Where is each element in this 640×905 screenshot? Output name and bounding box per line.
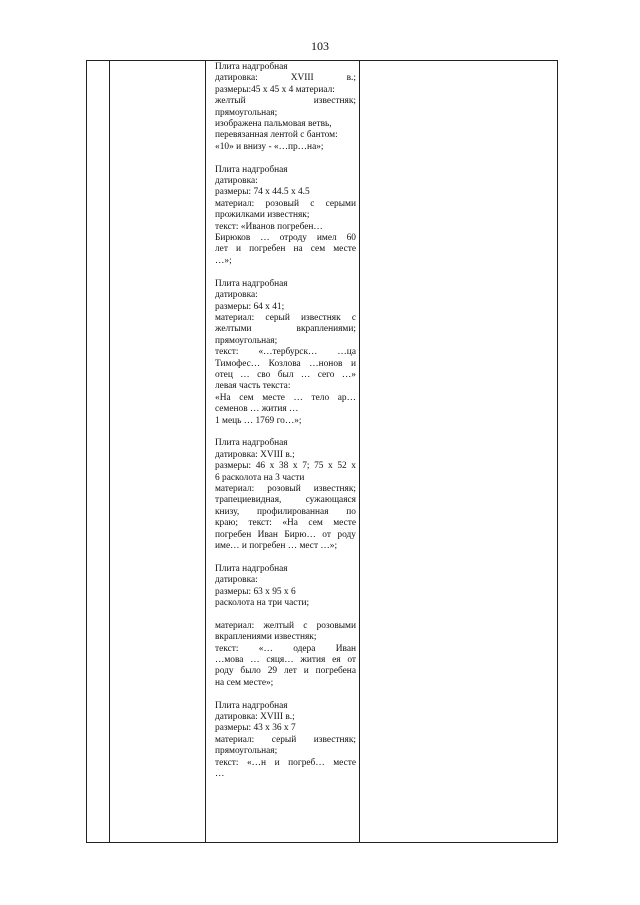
page-number: 103	[311, 39, 329, 53]
entry-line: Плита надгробная	[215, 700, 288, 711]
entry-line: размеры: 64 х 41;	[215, 301, 285, 312]
entry-line: 1 мець … 1769 го…»;	[215, 415, 302, 426]
entry-line: 6 расколота на 3 части	[215, 472, 305, 483]
entry-line: семенов … жития …	[215, 404, 299, 415]
entry-line	[215, 609, 356, 620]
entry-line: текст: «…тербурск… …ца	[215, 347, 356, 358]
artifact-entry	[215, 701, 356, 781]
artifact-entry	[215, 438, 356, 552]
entry-line: прямоугольная;	[215, 746, 278, 757]
inventory-table	[86, 60, 558, 843]
entry-line: на сем месте»;	[215, 677, 274, 688]
entry-line: датировка:	[215, 575, 258, 586]
entry-line: желтыми вкраплениями;	[215, 324, 356, 335]
entry-line: материал: желтый с розовыми	[215, 620, 356, 631]
entry-line: вкраплениями известняк;	[215, 632, 317, 643]
entry-line: краю; текст: «На сем месте	[215, 518, 356, 529]
entry-line: материал: серый известняк;	[215, 734, 356, 745]
entry-line: Бирюков … отроду имел 60	[215, 233, 356, 244]
entry-line: размеры: 74 х 44.5 х 4.5	[215, 187, 310, 198]
entry-line: Тимофес… Козлова …нонов и	[215, 358, 356, 369]
entry-line: …мова … сяця… жития ея от	[215, 655, 356, 666]
entry-line: име… и погребен … мест …»;	[215, 541, 338, 552]
entry-line: роду было 29 лет и погребена	[215, 666, 356, 677]
entry-line: текст: «Иванов погребен…	[215, 221, 323, 232]
artifact-entry	[215, 564, 356, 689]
entry-line: размеры: 63 х 95 х 6	[215, 586, 296, 597]
column-divider-3	[359, 61, 360, 842]
column-divider-1	[109, 61, 110, 842]
artifact-entry	[215, 279, 356, 427]
entry-line: Плита надгробная	[215, 563, 288, 574]
entry-line: датировка: XVIII в.;	[215, 712, 295, 723]
entry-line: текст: «… одера Иван	[215, 643, 356, 654]
artifact-entry	[215, 62, 356, 153]
entry-line: лет и погребен на сем месте	[215, 244, 356, 255]
entry-line: перевязанная лентой с бантом:	[215, 130, 338, 141]
entry-line: желтый известняк;	[215, 96, 356, 107]
entry-line: расколота на три части;	[215, 598, 310, 609]
entry-line: …»;	[215, 255, 232, 266]
entry-line: датировка: XVIII в.;	[215, 73, 356, 84]
entry-line: материал: розовый известняк;	[215, 483, 356, 494]
entry-line: датировка:	[215, 176, 258, 187]
entry-line: изображена пальмовая ветвь,	[215, 119, 332, 130]
entry-line: датировка:	[215, 290, 258, 301]
entry-line: отец … сво был … сего …»	[215, 369, 356, 380]
entry-line: «10» и внизу - «…пр…на»;	[215, 141, 324, 152]
entry-line: материал: розовый с серыми	[215, 198, 356, 209]
column-divider-2	[205, 61, 206, 842]
entry-line: книзу, профилированная по	[215, 506, 356, 517]
entry-line: прямоугольная;	[215, 335, 278, 346]
entry-line: размеры:45 х 45 х 4 материал:	[215, 84, 335, 95]
entry-line: датировка: XVIII в.;	[215, 449, 295, 460]
entry-line: Плита надгробная	[215, 438, 288, 449]
entry-line: Плита надгробная	[215, 278, 288, 289]
description-cell	[215, 62, 356, 792]
entry-line: размеры: 46 х 38 х 7; 75 х 52 х	[215, 461, 356, 472]
entry-line: Плита надгробная	[215, 164, 288, 175]
entry-line: левая часть текста:	[215, 381, 291, 392]
entry-line: прямоугольная;	[215, 107, 278, 118]
entry-line: …	[215, 769, 225, 780]
entry-line: материал: серый известняк с	[215, 312, 356, 323]
artifact-entry	[215, 165, 356, 268]
entry-line: размеры: 43 х 36 х 7	[215, 723, 296, 734]
entry-line: «На сем месте … тело ар…	[215, 392, 356, 403]
entry-line: погребен Иван Бирю… от роду	[215, 529, 356, 540]
entry-line: Плита надгробная	[215, 62, 288, 72]
entry-line: прожилками известняк;	[215, 210, 310, 221]
entry-line: трапециевидная, сужающаяся	[215, 495, 356, 506]
entry-line: текст: «…н и погреб… месте	[215, 757, 356, 768]
